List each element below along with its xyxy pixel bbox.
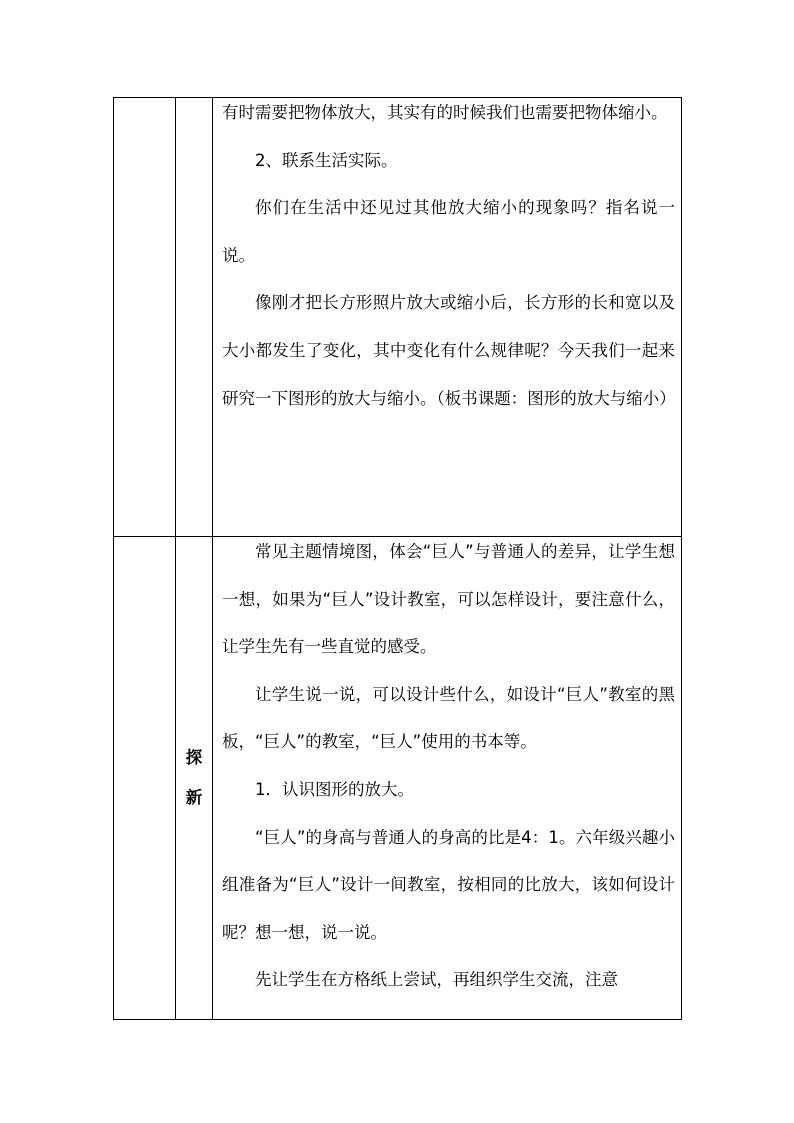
paragraph: 像刚才把长方形照片放大或缩小后，长方形的长和宽以及大小都发生了变化，其中变化有什么规律呢？今天我们一起来研究一下图形的放大与缩小。（板书课题：图形的放大与缩小） (222, 293, 676, 408)
stage-char: 新 (185, 788, 203, 807)
row1-content (213, 89, 681, 422)
table-row (114, 537, 682, 1020)
paragraph: 你们在生活中还见过其他放大缩小的现象吗？指名说一说。 (222, 198, 675, 265)
stage-cell (176, 98, 213, 537)
table-row (114, 98, 682, 537)
paragraph: 常见主题情境图，体会“巨人”与普通人的差异，让学生想一想，如果为“巨人”设计教室，可以怎样设计，要注意什么，让学生先有一些直觉的感受。 (222, 542, 675, 657)
left-column-cell (114, 98, 176, 537)
paragraph: “巨人”的身高与普通人的身高的比是4：1。六年级兴趣小组准备为“巨人”设计一间教室，按相同的比放大，该如何设计呢？想一想，说一说。 (222, 827, 675, 942)
paragraph: 1．认识图形的放大。 (255, 779, 414, 799)
row2-content (213, 528, 681, 1004)
paragraph: 有时需要把物体放大，其实有的时候我们也需要把物体缩小。 (222, 103, 668, 122)
stage-char: 探 (185, 748, 203, 767)
paragraph: 2、联系生活实际。 (255, 150, 398, 170)
paragraph: 让学生说一说，可以设计些什么，如设计“巨人”教室的黑板，“巨人”的教室，“巨人”使用的书本等。 (222, 684, 675, 752)
stage-label (176, 738, 212, 818)
content-cell (213, 537, 682, 1020)
lesson-plan-table (113, 97, 682, 1020)
content-cell (213, 98, 682, 537)
stage-cell (176, 537, 213, 1020)
left-column-cell (114, 537, 176, 1020)
paragraph: 先让学生在方格纸上尝试，再组织学生交流，注意 (255, 970, 618, 990)
